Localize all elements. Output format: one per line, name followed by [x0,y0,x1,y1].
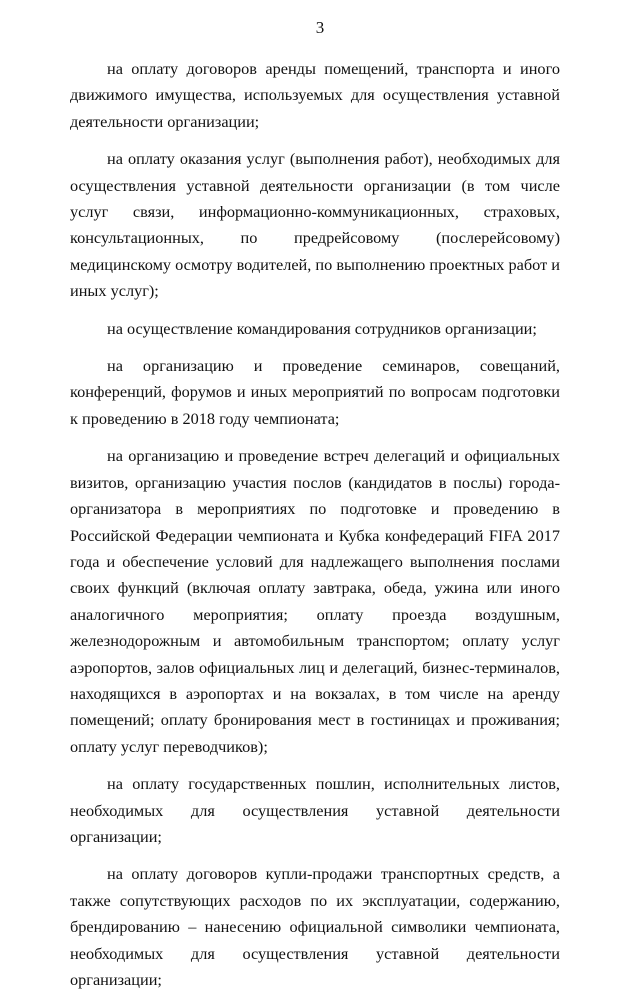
paragraph-seminars: на организацию и проведение семинаров, совещаний, конференций, форумов и иных мероприятий по вопросам подготовки к проведению в 2018 году чемпионата; [70,356,560,428]
paragraph-vehicles: на оплату договоров купли-продажи транспортных средств, а также сопутствующих расходов по их эксплуатации, содержанию, брендированию – нанесению официальной символики чемпионата, необходимых для осуществления уставной деятельности организации; [70,864,560,989]
paragraph-rent: на оплату договоров аренды помещений, транспорта и иного движимого имущества, используемых для осуществления уставной деятельности организации; [70,59,560,131]
paragraph-business-trips: на осуществление командирования сотрудников организации; [107,318,537,338]
paragraph-services: на оплату оказания услуг (выполнения работ), необходимых для осуществления уставной деятельности организации (в том числе услуг связи, информационно-коммуникационных, страховых, консультационных, по предрейсовому (послерейсовому) медицинскому осмотру водителей, по выполнению проектных работ и иных услуг); [70,149,560,301]
document-body [70,56,560,1004]
paragraph-state-fees: на оплату государственных пошлин, исполнительных листов, необходимых для осуществления уставной деятельности организации; [70,774,560,846]
paragraph-delegations: на организацию и проведение встреч делегаций и официальных визитов, организацию участия послов (кандидатов в послы) города-организатора в мероприятиях по подготовке и проведению в Российской Федерации чемпионата и Кубка конфедераций FIFA 2017 года и обеспечение условий для надлежащего выполнения послами своих функций (включая оплату завтрака, обеда, ужина или иного аналогичного мероприятия; оплату проезда воздушным, железнодорожным и автомобильным транспортом; оплату услуг аэропортов, залов официальных лиц и делегаций, бизнес-терминалов, находящихся в аэропортах и на вокзалах, в том числе на аренду помещений; оплату бронирования мест в гостиницах и проживания; оплату услуг переводчиков); [70,446,560,756]
page-number: 3 [315,18,325,37]
